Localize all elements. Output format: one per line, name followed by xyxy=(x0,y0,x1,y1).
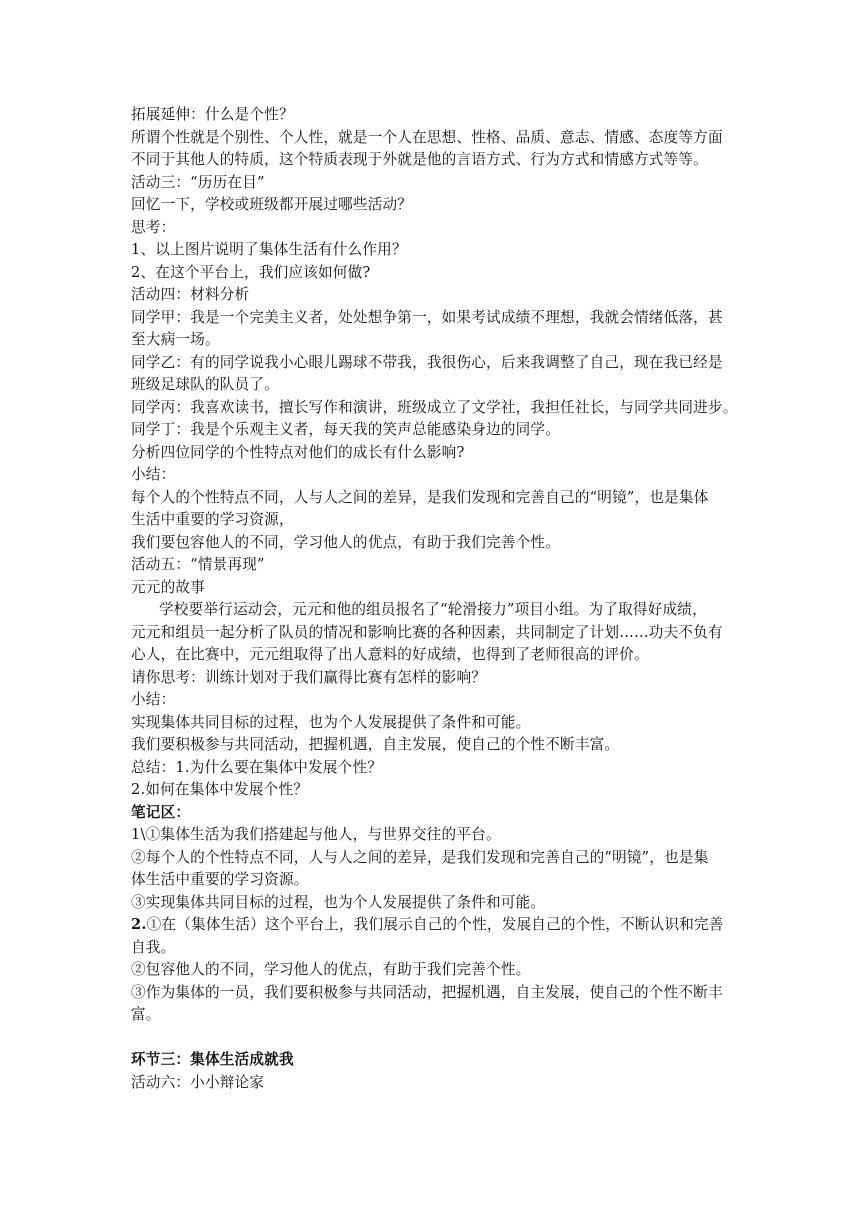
note-line xyxy=(131,914,731,937)
text-line: 1、以上图片说明了集体生活有什么作用？ xyxy=(131,241,407,258)
text-line: 总结：1.为什么要在集体中发展个性？ xyxy=(131,758,383,776)
text-line: 班级足球队的队员了。 xyxy=(131,376,279,393)
note-line: ②包容他人的不同，学习他人的优点，有助于我们完善个性。 xyxy=(131,961,531,978)
notes-heading: 笔记区： xyxy=(131,803,191,821)
text-line: 生活中重要的学习资源， xyxy=(131,511,294,528)
text-line: 至大病一场。 xyxy=(131,331,220,348)
section-heading: 环节三：集体生活成就我 xyxy=(131,1051,294,1068)
note-line: ②每个人的个性特点不同，人与人之间的差异，是我们发现和完善自己的“明镜”，也是集 xyxy=(131,848,709,866)
note-line: ③作为集体的一员，我们要积极参与共同活动，把握机遇，自主发展，使自己的个性不断丰 xyxy=(131,983,723,1001)
story-paragraph-line: 心人，在比赛中，元元组取得了出人意料的好成绩，也得到了老师很高的评价。 xyxy=(131,646,649,663)
text-line: 请你思考：训练计划对于我们赢得比赛有怎样的影响？ xyxy=(131,668,487,686)
text-line: 拓展延伸：什么是个性？ xyxy=(131,106,294,123)
text-line: 同学乙：有的同学说我小心眼儿踢球不带我，我很伤心，后来我调整了自己，现在我已经是 xyxy=(131,353,723,371)
note-line: 富。 xyxy=(131,1006,161,1023)
text-line: 2.如何在集体中发展个性？ xyxy=(131,781,309,798)
note-line: 1\①集体生活为我们搭建起与他人，与世界交往的平台。 xyxy=(131,826,501,843)
story-paragraph-line: 学校要举行运动会，元元和他的组员报名了“轮滑接力”项目小组。为了取得好成绩， xyxy=(159,601,707,618)
story-paragraph-line: 元元和组员一起分析了队员的情况和影响比赛的各种因素，共同制定了计划……功夫不负有 xyxy=(131,623,723,641)
text-line: 活动三：“历历在目” xyxy=(131,173,265,191)
note-line: 自我。 xyxy=(131,938,176,956)
note-number: 2. xyxy=(131,916,147,933)
text-line: 回忆一下，学校或班级都开展过哪些活动？ xyxy=(131,196,413,213)
text-line: 思考： xyxy=(131,218,176,236)
text-line: 实现集体共同目标的过程，也为个人发展提供了条件和可能。 xyxy=(131,713,531,731)
note-text: ①在（集体生活）这个平台上，我们展示自己的个性，发展自己的个性，不断认识和完善 xyxy=(146,916,724,933)
text-line: 同学甲：我是一个完美主义者，处处想争第一，如果考试成绩不理想，我就会情绪低落，甚 xyxy=(131,308,723,326)
summary-heading: 小结： xyxy=(131,691,176,708)
text-line: 不同于其他人的特质，这个特质表现于外就是他的言语方式、行为方式和情感方式等等。 xyxy=(131,151,708,168)
text-line: 同学丁：我是个乐观主义者，每天我的笑声总能感染身边的同学。 xyxy=(131,421,561,438)
text-line: 活动四：材料分析 xyxy=(131,286,250,303)
text-line: 我们要积极参与共同活动，把握机遇，自主发展，使自己的个性不断丰富。 xyxy=(131,736,620,753)
blank-line xyxy=(131,1027,731,1050)
note-line: 体生活中重要的学习资源。 xyxy=(131,871,309,888)
note-line: ③实现集体共同目标的过程，也为个人发展提供了条件和可能。 xyxy=(131,893,546,911)
text-line: 元元的故事 xyxy=(131,578,205,596)
text-line: 分析四位同学的个性特点对他们的成长有什么影响? xyxy=(131,443,465,461)
text-line: 所谓个性就是个别性、个人性，就是一个人在思想、性格、品质、意志、情感、态度等方面 xyxy=(131,128,723,146)
text-line: 活动六：小小辩论家 xyxy=(131,1073,265,1091)
text-line: 2、在这个平台上，我们应该如何做? xyxy=(131,263,371,281)
text-line: 同学丙：我喜欢读书，擅长写作和演讲，班级成立了文学社，我担任社长，与同学共同进步。 xyxy=(131,398,738,416)
text-line: 我们要包容他人的不同，学习他人的优点，有助于我们完善个性。 xyxy=(131,533,561,551)
text-line: 每个人的个性特点不同，人与人之间的差异，是我们发现和完善自己的“明镜”，也是集体 xyxy=(131,488,709,506)
summary-heading: 小结： xyxy=(131,466,176,483)
text-line: 活动五：“情景再现” xyxy=(131,556,265,573)
document-body xyxy=(131,104,738,1094)
